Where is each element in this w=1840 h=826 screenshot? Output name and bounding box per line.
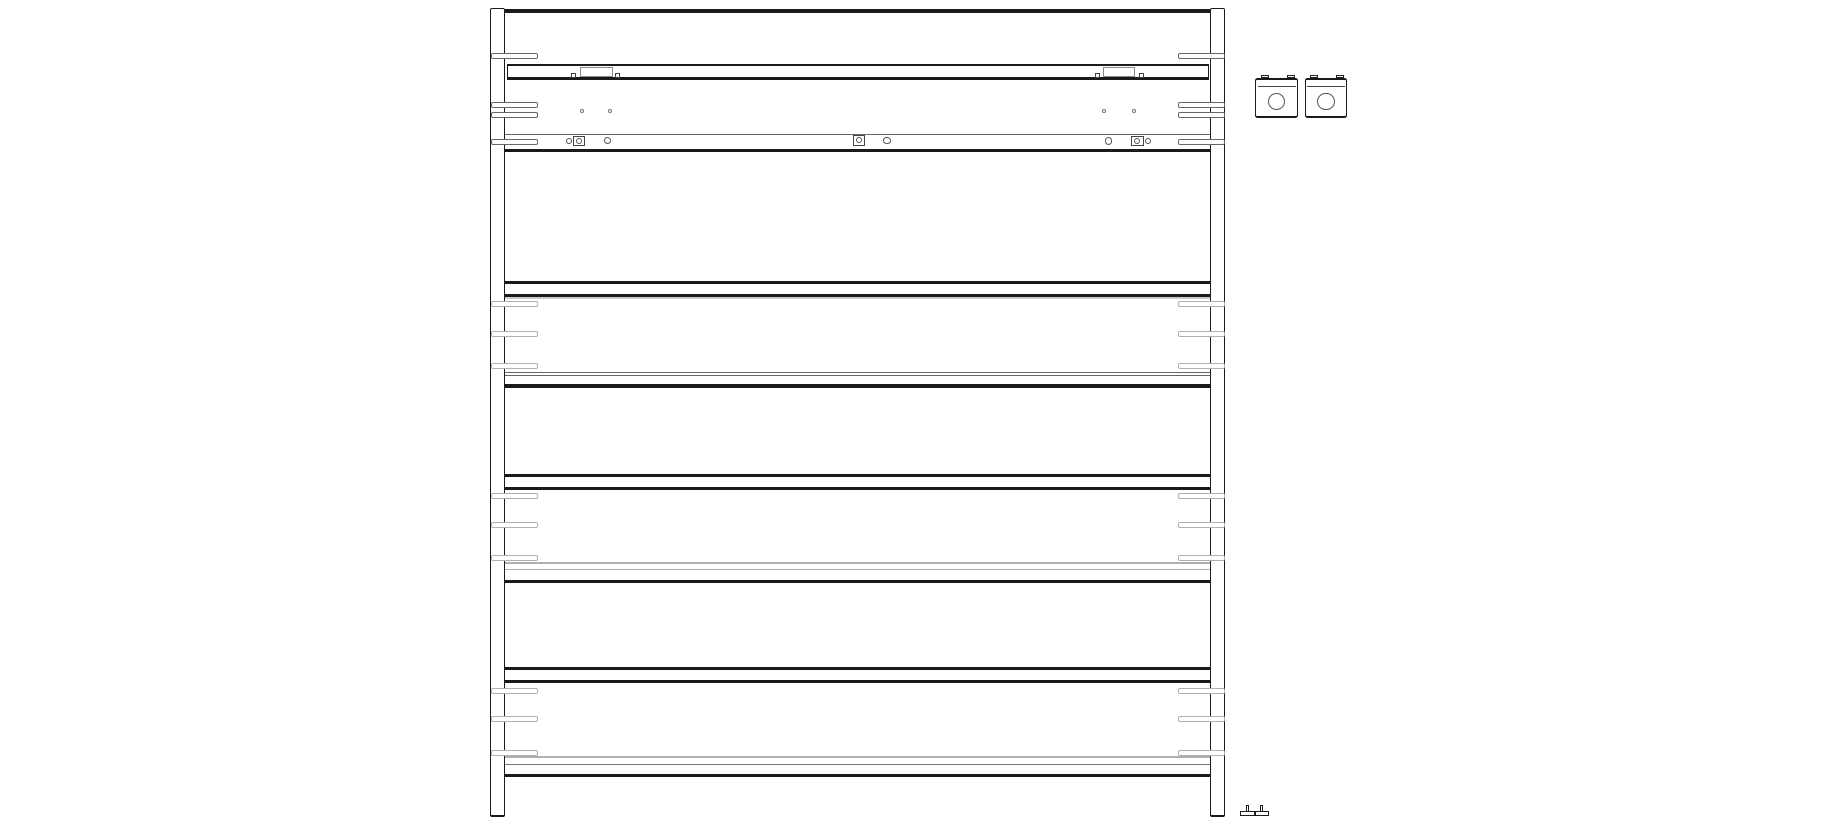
connector-tab-right-9: [1178, 522, 1225, 528]
connector-tab-left-11: [491, 688, 538, 694]
connector-tab-right-13: [1178, 750, 1225, 756]
hanger-hole-3: [1105, 137, 1113, 145]
connector-tab-right-6: [1178, 331, 1225, 337]
connector-tab-left-5: [491, 301, 538, 307]
connector-tab-left-12: [491, 716, 538, 722]
connector-tab-right-1: [1178, 53, 1225, 59]
connector-tab-left-1: [491, 53, 538, 59]
floor-bracket-foot-2: [1255, 811, 1269, 817]
connector-tab-right-8: [1178, 493, 1225, 499]
mount-hole-1: [580, 109, 584, 113]
connector-tab-left-8: [491, 493, 538, 499]
hanger-pin-2: [1145, 138, 1151, 144]
connector-tab-right-5: [1178, 301, 1225, 307]
connector-tab-left-6: [491, 331, 538, 337]
mount-hole-2: [608, 109, 612, 113]
hanger-hole-1: [604, 137, 612, 145]
top-beam: [505, 9, 1210, 13]
wall-bracket-2-divider: [1307, 86, 1346, 87]
connector-tab-right-2: [1178, 102, 1225, 108]
floor-bracket-foot-1: [1240, 811, 1256, 817]
hanger-rail-bottom-line: [505, 149, 1210, 152]
band-3-upper-edge: [505, 474, 1210, 477]
band-5-lower-edge: [505, 680, 1210, 683]
band-6-bottom-edge: [505, 774, 1210, 778]
connector-tab-right-11: [1178, 688, 1225, 694]
connector-tab-left-7: [491, 363, 538, 369]
top-rail-cleat-3: [1095, 73, 1100, 78]
band-6-gray-line: [505, 756, 1210, 758]
top-rail-notch-2: [1103, 67, 1135, 77]
connector-tab-right-10: [1178, 555, 1225, 561]
hanger-pin-1: [566, 138, 572, 144]
connector-tab-left-13: [491, 750, 538, 756]
band-2-bottom-edge: [505, 384, 1210, 388]
left-post: [490, 8, 505, 817]
connector-tab-left-4: [491, 139, 538, 145]
top-rail-notch-1: [580, 67, 613, 77]
connector-tab-left-9: [491, 522, 538, 528]
connector-tab-right-7: [1178, 363, 1225, 369]
band-4-gray-line-a: [505, 562, 1210, 564]
mount-hole-3: [1102, 109, 1106, 113]
band-6-thin-line: [505, 764, 1210, 766]
top-rail-cleat-2: [615, 73, 620, 78]
top-rail-cleat-4: [1139, 73, 1144, 78]
wall-bracket-1-divider: [1258, 86, 1297, 87]
mount-hole-4: [1132, 109, 1136, 113]
band-4-gray-line-b: [505, 569, 1210, 571]
hanger-bolt-1: [576, 138, 582, 144]
connector-tab-right-12: [1178, 716, 1225, 722]
band-5-upper-edge: [505, 667, 1210, 670]
right-post: [1210, 8, 1225, 817]
band-2-thin-line-a: [505, 372, 1210, 373]
band-1-shadow-line: [505, 297, 1210, 298]
connector-tab-right-4: [1178, 139, 1225, 145]
connector-tab-left-10: [491, 555, 538, 561]
band-2-thin-line-b: [505, 375, 1210, 376]
connector-tab-left-3: [491, 112, 538, 118]
band-1-upper-edge: [505, 281, 1210, 284]
band-4-bottom-edge: [505, 580, 1210, 583]
connector-tab-right-3: [1178, 112, 1225, 118]
band-3-lower-edge: [505, 487, 1210, 490]
wall-bracket-2-hole: [1317, 93, 1334, 110]
hanger-hole-2: [883, 137, 891, 145]
top-rail-cleat-1: [571, 73, 576, 78]
connector-tab-left-2: [491, 102, 538, 108]
